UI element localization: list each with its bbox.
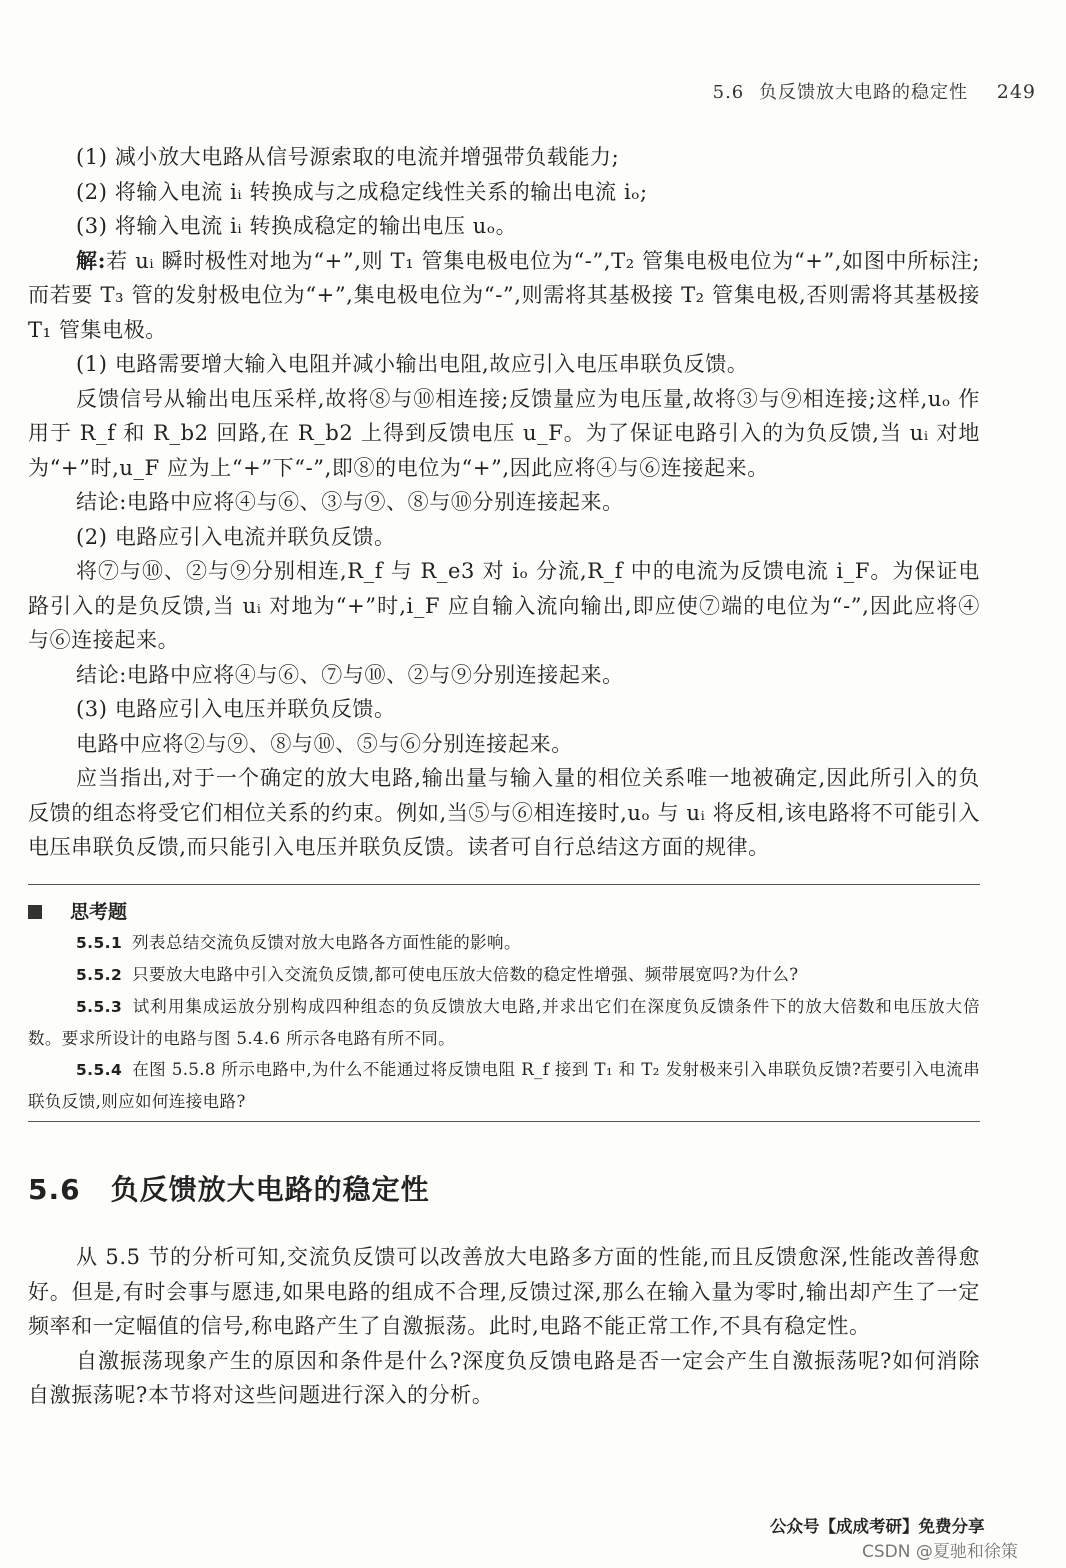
paragraph: 结论:电路中应将④与⑥、③与⑨、⑧与⑩分别连接起来。 <box>76 490 624 514</box>
question-number: 5.5.1 <box>76 934 123 952</box>
question-item <box>28 927 980 959</box>
section-text-block <box>28 1240 980 1413</box>
paragraph: (1) 电路需要增大输入电阻并减小输出电阻,故应引入电压串联负反馈。 <box>76 352 749 376</box>
section-title: 负反馈放大电路的稳定性 <box>110 1173 430 1206</box>
paragraph: 自激振荡现象产生的原因和条件是什么?深度负反馈电路是否一定会产生自激振荡呢?如何消除自激振荡呢?本节将对这些问题进行深入的分析。 <box>28 1348 980 1407</box>
think-rule-bottom <box>28 1121 980 1122</box>
paragraph: (3) 电路应引入电压并联负反馈。 <box>76 697 396 721</box>
think-heading <box>28 897 127 924</box>
paragraph: 将⑦与⑩、②与⑨分别相连,R_f 与 R_e3 对 iₒ 分流,R_f 中的电流为反馈电流 i_F。为保证电路引入的是负反馈,当 uᵢ 对地为“+”时,i_F 应自输入流向输出,即应使⑦端的电位为“-”,因此应将④与⑥连接起来。 <box>28 559 980 652</box>
paragraph: 电路中应将②与⑨、⑧与⑩、⑤与⑥分别连接起来。 <box>76 731 573 756</box>
paragraph: 从 5.5 节的分析可知,交流负反馈可以改善放大电路多方面的性能,而且反馈愈深,性能改善得愈好。但是,有时会事与愿违,如果电路的组成不合理,反馈过深,那么在输入量为零时,输出却产生了一定频率和一定幅值的信号,称电路产生了自激振荡。此时,电路不能正常工作,不具有稳定性。 <box>28 1245 980 1338</box>
solution-paragraph <box>28 244 980 348</box>
question-number: 5.5.3 <box>76 998 123 1016</box>
paragraph: 应当指出,对于一个确定的放大电路,输出量与输入量的相位关系唯一地被确定,因此所引入的负反馈的组态将受它们相位关系的约束。例如,当⑤与⑥相连接时,uₒ 与 uᵢ 将反相,该电路将不可能引入电压串联负反馈,而只能引入电压并联负反馈。读者可自行总结这方面的规律。 <box>28 766 980 859</box>
square-bullet-icon <box>28 905 42 919</box>
paragraph: (2) 将输入电流 iᵢ 转换成与之成稳定线性关系的输出电流 iₒ; <box>76 179 648 204</box>
top-text-block <box>28 140 980 865</box>
question-item <box>28 1054 980 1117</box>
solution-text: 若 uᵢ 瞬时极性对地为“+”,则 T₁ 管集电极电位为“-”,T₂ 管集电极电位为“+”,如图中所标注;而若要 T₃ 管的发射极电位为“+”,集电极电位为“-”,则需将其基极接 T₂ 管集电极,否则需将其基极接 T₁ 管集电极。 <box>28 248 981 342</box>
question-text: 在图 5.5.8 所示电路中,为什么不能通过将反馈电阻 R_f 接到 T₁ 和 T₂ 发射极来引入串联负反馈?若要引入电流串联负反馈,则应如何连接电路? <box>28 1060 980 1111</box>
think-rule-top <box>28 884 980 885</box>
csdn-watermark: CSDN @夏驰和徐策 <box>862 1542 1018 1562</box>
question-text: 列表总结交流负反馈对放大电路各方面性能的影响。 <box>132 933 521 952</box>
question-item <box>28 991 980 1054</box>
section-number: 5.6 <box>28 1173 81 1206</box>
header-section-number: 5.6 <box>712 82 745 103</box>
header-title: 负反馈放大电路的稳定性 <box>759 82 968 103</box>
question-number: 5.5.2 <box>76 966 123 984</box>
think-title: 思考题 <box>70 901 128 923</box>
paragraph: (1) 减小放大电路从信号源索取的电流并增强带负载能力; <box>76 145 620 169</box>
paragraph: (2) 电路应引入电流并联负反馈。 <box>76 524 396 549</box>
question-text: 只要放大电路中引入交流负反馈,都可使电压放大倍数的稳定性增强、频带展宽吗?为什么? <box>132 965 799 984</box>
question-text: 试利用集成运放分别构成四种组态的负反馈放大电路,并求出它们在深度负反馈条件下的放大倍数和电压放大倍数。要求所设计的电路与图 5.4.6 所示各电路有所不同。 <box>28 997 980 1048</box>
question-number: 5.5.4 <box>76 1061 123 1079</box>
share-note: 公众号【成成考研】免费分享 <box>770 1517 985 1536</box>
paragraph: 结论:电路中应将④与⑥、⑦与⑩、②与⑨分别连接起来。 <box>76 662 624 687</box>
page-number: 249 <box>996 81 1036 103</box>
solution-lead: 解: <box>76 247 107 273</box>
running-header <box>713 78 1036 104</box>
paragraph: (3) 将输入电流 iᵢ 转换成稳定的输出电压 uₒ。 <box>76 214 518 238</box>
think-questions <box>28 927 980 1117</box>
section-heading <box>28 1168 430 1208</box>
paragraph: 反馈信号从输出电压采样,故将⑧与⑩相连接;反馈量应为电压量,故将③与⑨相连接;这样,uₒ 作用于 R_f 和 R_b2 回路,在 R_b2 上得到反馈电压 u_F。为了保证电路引入的为负反馈,当 uᵢ 对地为“+”时,u_F 应为上“+”下“-”,即⑧的电位为“+”,因此应将④与⑥连接起来。 <box>28 386 980 480</box>
question-item <box>28 959 980 991</box>
